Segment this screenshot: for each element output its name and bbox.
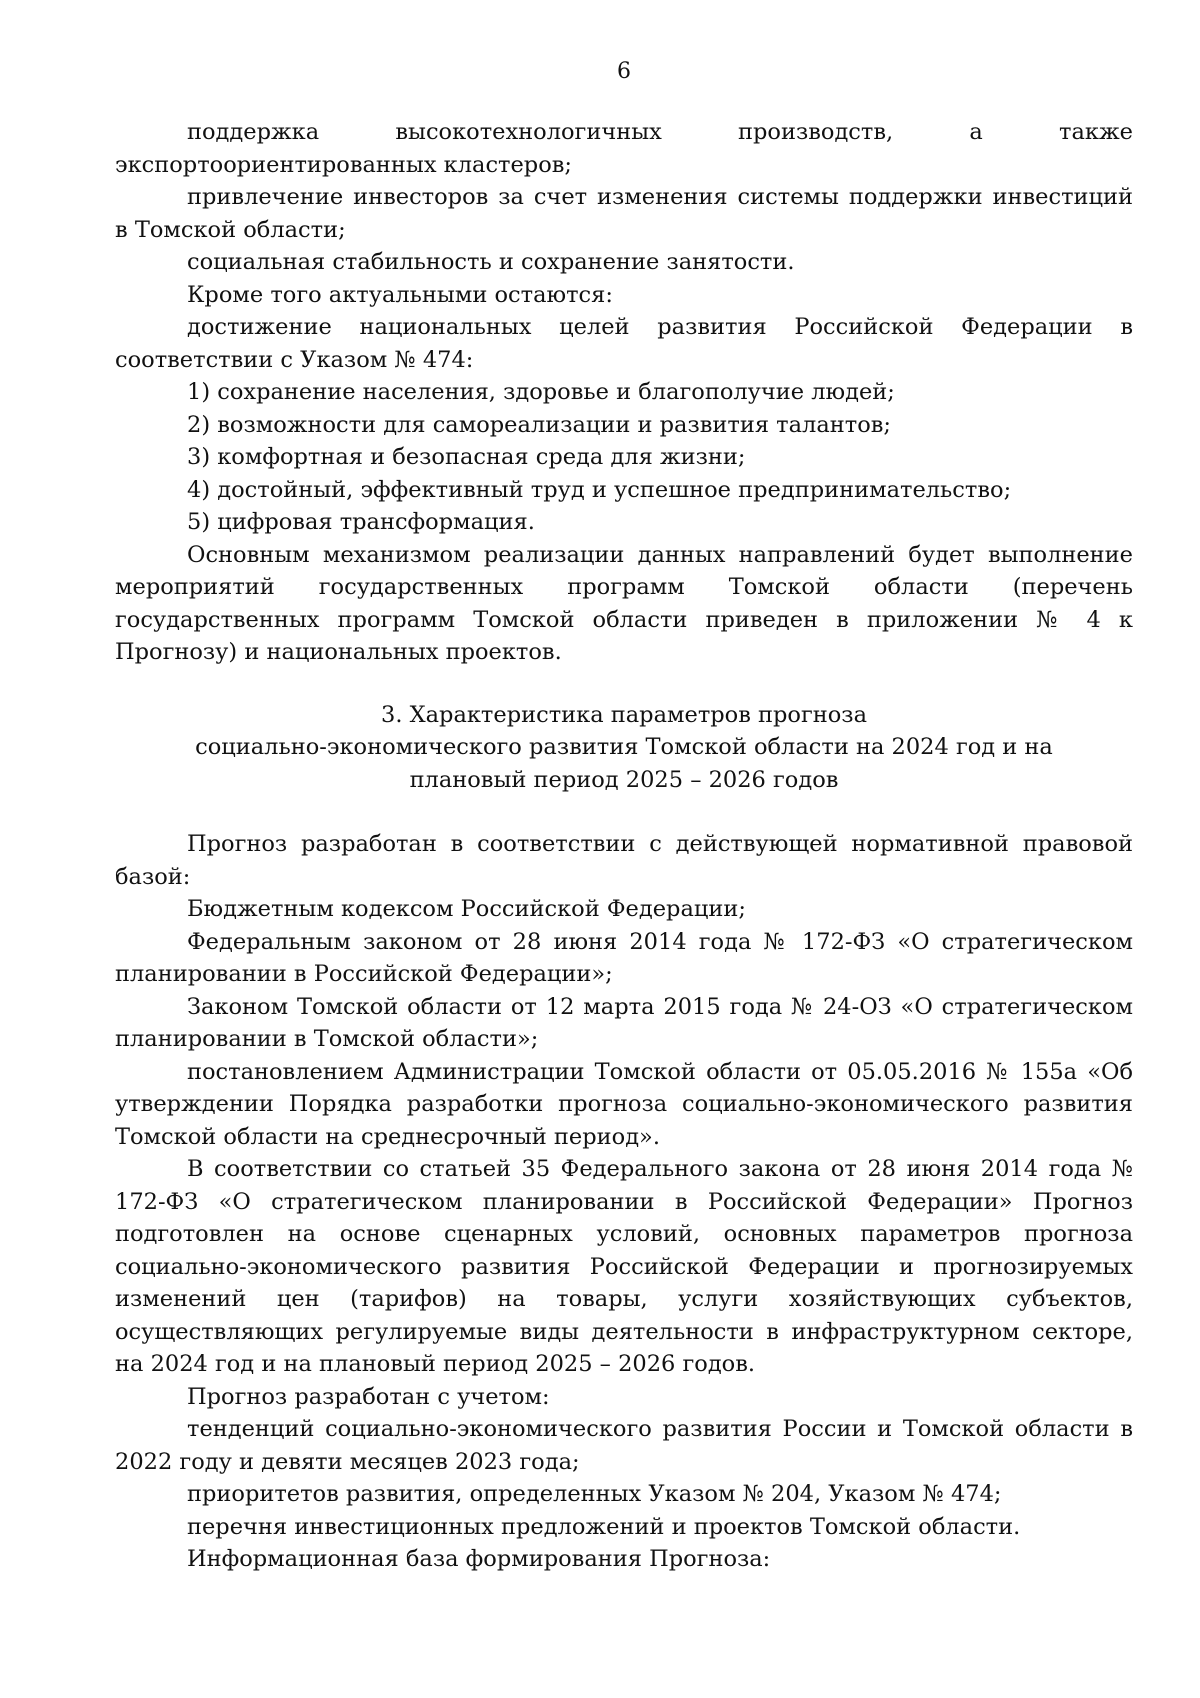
paragraph-investors: привлечение инвесторов за счет изменения системы поддержки инвестиций в Томской области; (115, 184, 1133, 243)
list-item-resolution: постановлением Администрации Томской области от 05.05.2016 № 155а «Об утверждении Порядка разработки прогноза социально-экономического развития Томской области на среднесрочный период». (115, 1058, 1133, 1150)
section-heading-line-2: социально-экономического развития Томской области на 2024 год и на (195, 734, 1053, 760)
paragraph-national-goals: достижение национальных целей развития Российской Федерации в соответствии с Указом № 474: (115, 314, 1133, 373)
document-body (115, 116, 1133, 1576)
list-item-regional-law: Законом Томской области от 12 марта 2015 года № 24-ОЗ «О стратегическом планировании в Томской области»; (115, 993, 1133, 1052)
list-item-federal-law: Федеральным законом от 28 июня 2014 года № 172-ФЗ «О стратегическом планировании в Российской Федерации»; (115, 928, 1133, 987)
list-item-investment-list: перечня инвестиционных предложений и проектов Томской области. (187, 1513, 1021, 1540)
paragraph-information-base: Информационная база формирования Прогноза: (187, 1546, 771, 1572)
paragraph-taking-into-account: Прогноз разработан с учетом: (187, 1383, 550, 1410)
section-heading-line-3: плановый период 2025 – 2026 годов (409, 766, 839, 793)
list-item-goal-1: 1) сохранение населения, здоровье и благополучие людей; (187, 379, 895, 405)
list-item-goal-5: 5) цифровая трансформация. (187, 509, 535, 535)
section-heading (115, 699, 1133, 797)
paragraph-also-relevant: Кроме того актуальными остаются: (187, 281, 613, 308)
list-item-goal-3: 3) комфортная и безопасная среда для жизни; (187, 444, 746, 470)
list-item-priorities: приоритетов развития, определенных Указом № 204, Указом № 474; (187, 1481, 1002, 1507)
paragraph-legal-basis: Прогноз разработан в соответствии с действующей нормативной правовой базой: (115, 831, 1133, 890)
list-item-goal-4: 4) достойный, эффективный труд и успешное предпринимательство; (187, 476, 1012, 503)
paragraph-social-stability: социальная стабильность и сохранение занятости. (187, 249, 795, 275)
paragraph-article-35: В соответствии со статьей 35 Федерального закона от 28 июня 2014 года № 172-ФЗ «О стратегическом планировании в Российской Федерации» Прогноз подготовлен на основе сценарных условий, основных параметров прогноза социально-экономического развития Российской Федерации и прогнозируемых изменений цен (тарифов) на товары, услуги хозяйствующих субъектов, осуществляющих регулируемые виды деятельности в инфраструктурном секторе, на 2024 год и на плановый период 2025 – 2026 годов. (115, 1156, 1133, 1377)
document-page (115, 0, 1133, 1698)
list-item-goal-2: 2) возможности для самореализации и развития талантов; (187, 411, 891, 438)
page-number: 6 (617, 59, 631, 84)
list-item-trends: тенденций социально-экономического развития России и Томской области в 2022 году и девяти месяцев 2023 года; (115, 1416, 1133, 1475)
section-heading-line-1: 3. Характеристика параметров прогноза (381, 701, 867, 728)
list-item-budget-code: Бюджетным кодексом Российской Федерации; (187, 896, 746, 922)
paragraph-main-mechanism: Основным механизмом реализации данных направлений будет выполнение мероприятий государственных программ Томской области (перечень государственных программ Томской области приведен в приложении № 4 к Прогнозу) и национальных проектов. (115, 541, 1133, 665)
paragraph-high-tech-support: поддержка высокотехнологичных производств, а также экспортоориентированных кластеров; (115, 119, 1133, 178)
